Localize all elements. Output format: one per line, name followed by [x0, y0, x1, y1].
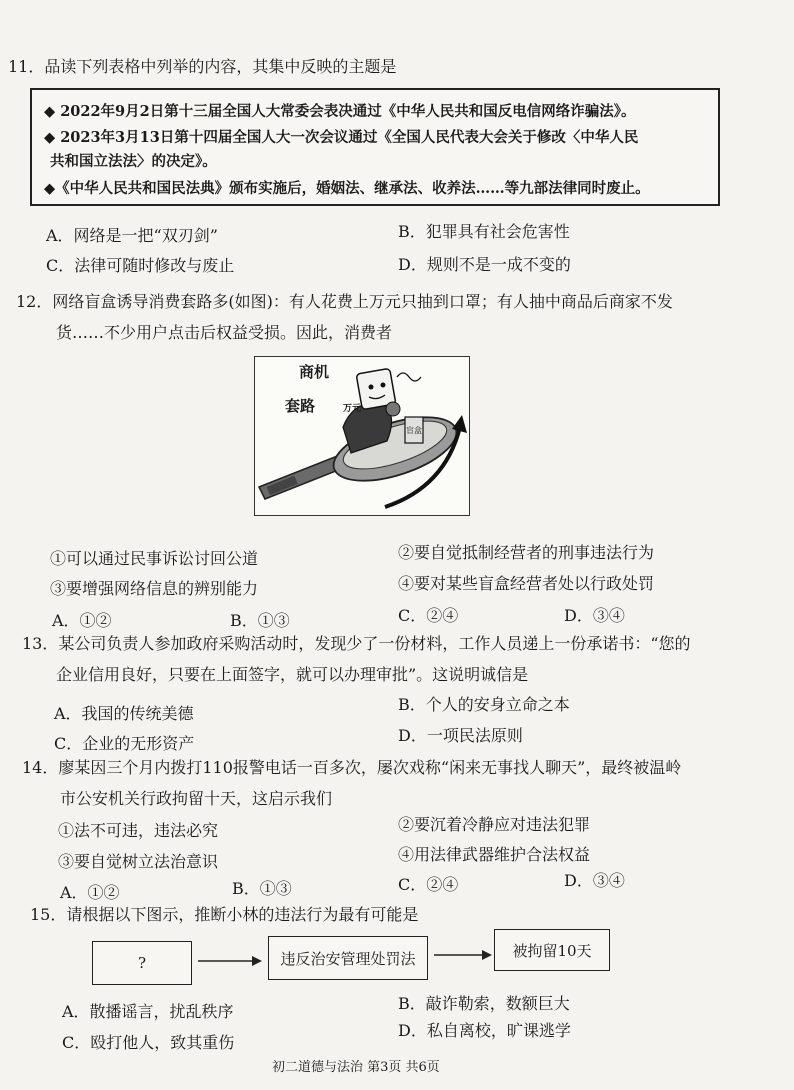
- flow-box-law: [268, 936, 428, 980]
- flow-box-result: [494, 929, 610, 971]
- q14-statement-3: ③要自觉树立法治意识: [58, 852, 219, 871]
- q14-stem-line-1: 14．廖某因三个月内拨打110报警电话一百多次，屡次戏称“闲来无事找人聊天”，最终被温岭: [22, 758, 682, 777]
- q14-statement-1: ①法不可违，违法必究: [58, 821, 219, 840]
- q12-cartoon: [254, 356, 470, 516]
- cartoon-label-taolu: 套路: [285, 397, 316, 415]
- q13-option-a: A．我国的传统美德: [54, 704, 194, 723]
- q11-option-c: C．法律可随时修改与废止: [46, 256, 235, 275]
- q13-option-c: C．企业的无形资产: [54, 734, 195, 753]
- q14-option-a: A．①②: [60, 883, 120, 902]
- q12-option-c: C．②④: [398, 606, 459, 625]
- q11-stem: 11．品读下列表格中列举的内容，其集中反映的主题是: [8, 57, 397, 76]
- q11-option-d: D．规则不是一成不变的: [398, 255, 571, 274]
- q12-statement-4: ④要对某些盲盒经营者处以行政处罚: [398, 574, 655, 593]
- q14-statement-2: ②要沉着冷静应对违法犯罪: [398, 815, 591, 834]
- q11-option-b: B．犯罪具有社会危害性: [398, 222, 570, 241]
- q14-option-c: C．②④: [398, 875, 459, 894]
- q13-option-b: B．个人的安身立命之本: [398, 695, 570, 714]
- q12-option-a: A．①②: [52, 611, 112, 630]
- page-footer: 初二道德与法治 第3页 共6页: [272, 1060, 440, 1075]
- q14-statement-4: ④用法律武器维护合法权益: [398, 845, 591, 864]
- cartoon-label-shangji: 商机: [299, 363, 330, 381]
- q11-option-a: A．网络是一把“双刃剑”: [46, 226, 218, 245]
- q11-law-box: [30, 88, 720, 206]
- flow-box-law-label: 违反治安管理处罚法: [280, 949, 416, 968]
- q12-option-b: B．①③: [230, 611, 290, 630]
- flow-arrow-2: [432, 948, 494, 962]
- q13-stem-line-1: 13．某公司负责人参加政府采购活动时，发现少了一份材料，工作人员递上一份承诺书：“您的: [22, 634, 691, 653]
- q15-option-c: C．殴打他人，致其重伤: [62, 1033, 235, 1052]
- q15-option-a: A．散播谣言，扰乱秩序: [62, 1002, 234, 1021]
- q14-stem-line-2: 市公安机关行政拘留十天，这启示我们: [60, 789, 333, 808]
- cartoon-label-wanyuan: 万元: [343, 404, 362, 414]
- q14-option-b: B．①③: [232, 879, 292, 898]
- q11-box-line-1: ◆ 2022年9月2日第十三届全国人大常委会表决通过《中华人民共和国反电信网络诈骗法》。: [44, 103, 636, 120]
- cartoon-label-manghe: 盲盒: [406, 426, 422, 435]
- q14-option-d: D．③④: [564, 871, 625, 890]
- q11-box-line-2: ◆ 2023年3月13日第十四届全国人大一次会议通过《全国人民代表大会关于修改〈中华人民: [44, 129, 639, 146]
- q12-statement-3: ③要增强网络信息的辨别能力: [50, 579, 259, 598]
- flow-box-result-label: 被拘留10天: [512, 941, 592, 960]
- q13-stem-line-2: 企业信用良好，只要在上面签字，就可以办理审批”。这说明诚信是: [56, 665, 529, 684]
- q12-stem-line-2: 货……不少用户点击后权益受损。因此，消费者: [56, 323, 393, 342]
- q15-option-b: B．敲诈勒索，数额巨大: [398, 994, 570, 1013]
- flow-box-unknown: [92, 941, 192, 985]
- cartoon-illustration: [255, 357, 470, 516]
- q12-option-d: D．③④: [564, 606, 625, 625]
- q15-option-d: D．私自离校，旷课逃学: [398, 1021, 571, 1040]
- flow-arrow-1: [196, 954, 264, 968]
- q12-stem-line-1: 12．网络盲盒诱导消费套路多(如图)：有人花费上万元只抽到口罩；有人抽中商品后商家不发: [16, 292, 673, 311]
- q11-box-line-3: 共和国立法法〉的决定》。: [50, 153, 217, 170]
- flow-box-unknown-label: ?: [137, 954, 147, 972]
- q12-statement-1: ①可以通过民事诉讼讨回公道: [50, 549, 259, 568]
- q11-box-line-4: ◆《中华人民共和国民法典》颁布实施后，婚姻法、继承法、收养法……等九部法律同时废止。: [44, 180, 650, 197]
- q12-statement-2: ②要自觉抵制经营者的刑事违法行为: [398, 543, 655, 562]
- q13-option-d: D．一项民法原则: [398, 726, 523, 745]
- q15-stem: 15．请根据以下图示，推断小林的违法行为最有可能是: [30, 905, 419, 924]
